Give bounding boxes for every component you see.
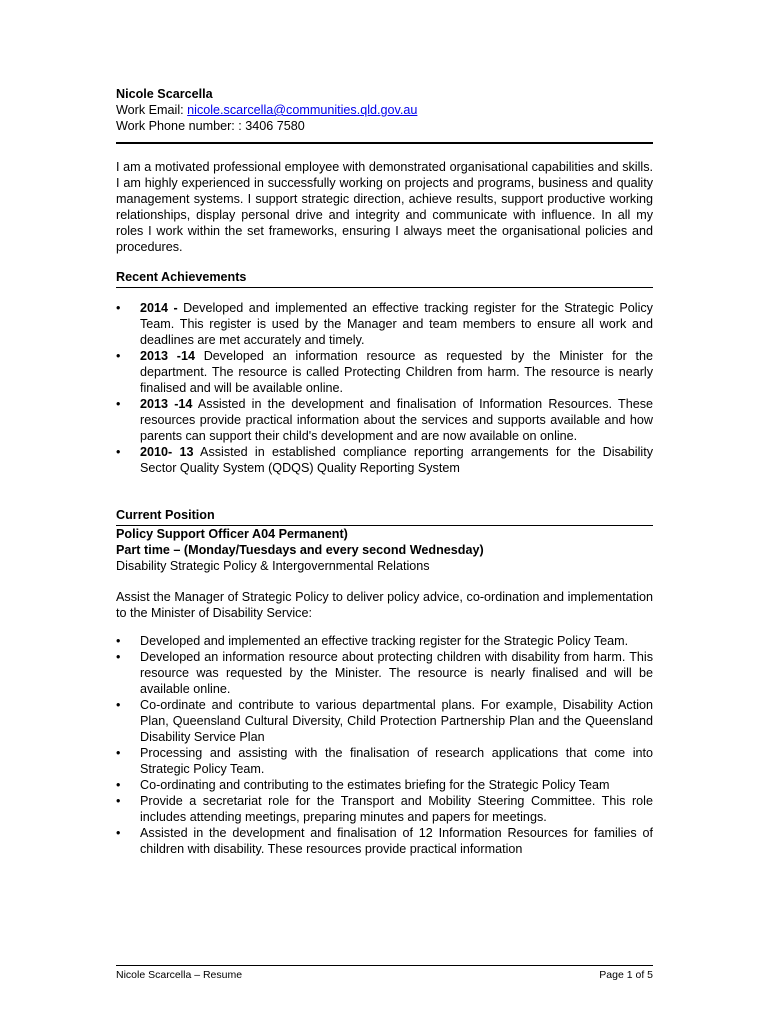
work-email-line xyxy=(116,102,653,118)
achievement-item xyxy=(116,348,653,396)
achievement-year: 2010- 13 xyxy=(140,445,194,459)
intro-paragraph: I am a motivated professional employee with demonstrated organisational capabilities and skills. I am highly experienced in successfully working on projects and programs, business and quality management systems. I support strategic direction, achieve results, support productive working relationships, display personal drive and integrity and communicate with influence. In all my roles I work within the set frameworks, ensuring I always meet the organisational policies and procedures. xyxy=(116,160,653,254)
bullet-icon: • xyxy=(116,794,121,808)
duty-item xyxy=(116,697,653,745)
achievement-year: 2013 -14 xyxy=(140,397,193,411)
bullet-icon: • xyxy=(116,445,121,459)
achievements-heading: Recent Achievements xyxy=(116,270,247,284)
bullet-icon: • xyxy=(116,778,121,792)
bullet-icon: • xyxy=(116,349,121,363)
work-phone-line: Work Phone number: : 3406 7580 xyxy=(116,119,305,133)
duty-item xyxy=(116,633,653,649)
work-email-link[interactable]: nicole.scarcella@communities.qld.gov.au xyxy=(187,103,418,117)
footer-title: Nicole Scarcella – Resume xyxy=(116,969,243,981)
duty-text: Co-ordinate and contribute to various departmental plans. For example, Disability Action Plan, Queensland Cultural Diversity, Child Protection Partnership Plan and the Queensland Disability Service Plan xyxy=(140,698,653,744)
work-email-label: Work Email: xyxy=(116,103,188,117)
duty-text: Processing and assisting with the finalisation of research applications that come into Strategic Policy Team. xyxy=(140,746,653,776)
achievement-item xyxy=(116,300,653,348)
header-divider xyxy=(116,142,653,144)
achievement-year: 2013 -14 xyxy=(140,349,195,363)
achievement-item xyxy=(116,396,653,444)
achievement-text: Developed and implemented an effective tracking register for the Strategic Policy Team. This register is used by the Manager and team members to ensure all work and deadlines are met accurately and timely. xyxy=(140,301,653,347)
duty-text: Co-ordinating and contributing to the estimates briefing for the Strategic Policy Team xyxy=(140,778,610,792)
bullet-icon: • xyxy=(116,397,121,411)
bullet-icon: • xyxy=(116,826,121,840)
duty-text: Developed an information resource about protecting children with disability from harm. This resource was requested by the Minister. The resource is nearly finalised and will be available online. xyxy=(140,650,653,696)
position-hours: Part time – (Monday/Tuesdays and every second Wednesday) xyxy=(116,543,484,557)
duty-item xyxy=(116,649,653,697)
duty-item xyxy=(116,745,653,777)
position-summary: Assist the Manager of Strategic Policy to deliver policy advice, co-ordination and implementation to the Minister of Disability Service: xyxy=(116,590,653,620)
duty-text: Provide a secretariat role for the Transport and Mobility Steering Committee. This role includes attending meetings, preparing minutes and papers for meetings. xyxy=(140,794,653,824)
achievement-text: Assisted in established compliance reporting arrangements for the Disability Sector Quality System (QDQS) Quality Reporting System xyxy=(140,445,653,475)
bullet-icon: • xyxy=(116,698,121,712)
achievements-list xyxy=(116,300,653,476)
page-footer xyxy=(116,965,653,982)
achievement-item xyxy=(116,444,653,476)
duty-text: Assisted in the development and finalisation of 12 Information Resources for families of children with disability. These resources provide practical information xyxy=(140,826,653,856)
duty-item xyxy=(116,793,653,825)
achievement-text: Developed an information resource as requested by the Minister for the department. The resource is called Protecting Children from harm. The resource is nearly finalised and will be available online. xyxy=(140,349,654,395)
duty-text: Developed and implemented an effective tracking register for the Strategic Policy Team. xyxy=(140,634,629,648)
page-number: Page 1 of 5 xyxy=(599,969,653,981)
current-position-heading: Current Position xyxy=(116,508,215,522)
bullet-icon: • xyxy=(116,746,121,760)
duty-item xyxy=(116,777,653,793)
achievement-text: Assisted in the development and finalisation of Information Resources. These resources provide practical information about the services and supports available and how parents can support their child's development and are now available on online. xyxy=(140,397,653,443)
position-unit: Disability Strategic Policy & Intergovernmental Relations xyxy=(116,559,430,573)
position-duties-list xyxy=(116,633,653,857)
achievement-year: 2014 - xyxy=(140,301,184,315)
achievements-divider xyxy=(116,287,653,288)
resume-content xyxy=(116,86,653,857)
duty-item xyxy=(116,825,653,857)
candidate-name: Nicole Scarcella xyxy=(116,87,213,101)
bullet-icon: • xyxy=(116,634,121,648)
position-role: Policy Support Officer A04 Permanent) xyxy=(116,527,348,541)
bullet-icon: • xyxy=(116,301,121,315)
bullet-icon: • xyxy=(116,650,121,664)
